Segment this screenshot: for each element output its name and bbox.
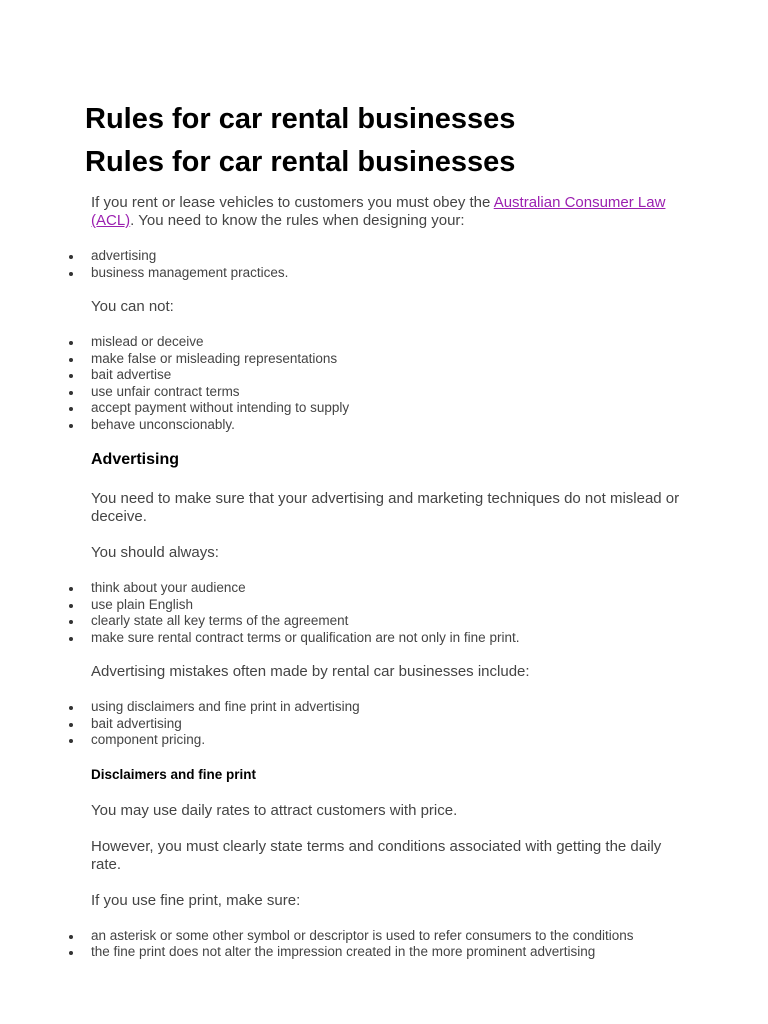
list-item: think about your audience [91,580,681,597]
list-item: an asterisk or some other symbol or descriptor is used to refer consumers to the conditions [91,928,681,945]
fine-print-list [91,928,681,961]
list-item: component pricing. [91,732,681,749]
always-list [91,580,681,646]
page-title-repeat: Rules for car rental businesses [85,146,516,178]
list-item: mislead or deceive [91,334,681,351]
disclaimers-heading: Disclaimers and fine print [91,766,257,782]
list-item: make false or misleading representations [91,351,681,368]
intro-text-after: . You need to know the rules when designing your: [130,212,465,229]
mistakes-heading: Advertising mistakes often made by rental car businesses include: [91,663,530,680]
intro-paragraph [91,194,681,230]
article-body [91,194,681,978]
list-item: use unfair contract terms [91,384,681,401]
list-item: make sure rental contract terms or qualification are not only in fine print. [91,630,681,647]
list-item: advertising [91,248,681,265]
cannot-list [91,334,681,433]
list-item: use plain English [91,597,681,614]
list-item: bait advertise [91,367,681,384]
always-heading: You should always: [91,544,219,561]
mistakes-list [91,699,681,749]
advertising-paragraph: You need to make sure that your advertising and marketing techniques do not mislead or deceive. [91,490,680,525]
terms-paragraph: However, you must clearly state terms and conditions associated with getting the daily rate. [91,837,662,873]
page-title: Rules for car rental businesses [85,103,516,135]
fine-print-heading: If you use fine print, make sure: [91,891,301,909]
designing-list [91,248,681,281]
list-item: accept payment without intending to supply [91,400,681,417]
intro-text-before: If you rent or lease vehicles to customers you must obey the [91,194,494,211]
list-item: clearly state all key terms of the agreement [91,613,681,630]
cannot-heading: You can not: [91,298,174,315]
list-item: behave unconscionably. [91,417,681,434]
list-item: using disclaimers and fine print in advertising [91,699,681,716]
list-item: bait advertising [91,716,681,733]
list-item: business management practices. [91,265,681,282]
daily-rates-paragraph: You may use daily rates to attract customers with price. [91,801,458,819]
acl-link[interactable]: Australian Consumer Law (ACL) [91,194,666,229]
advertising-heading: Advertising [91,451,180,468]
list-item: the fine print does not alter the impression created in the more prominent advertising [91,944,681,961]
